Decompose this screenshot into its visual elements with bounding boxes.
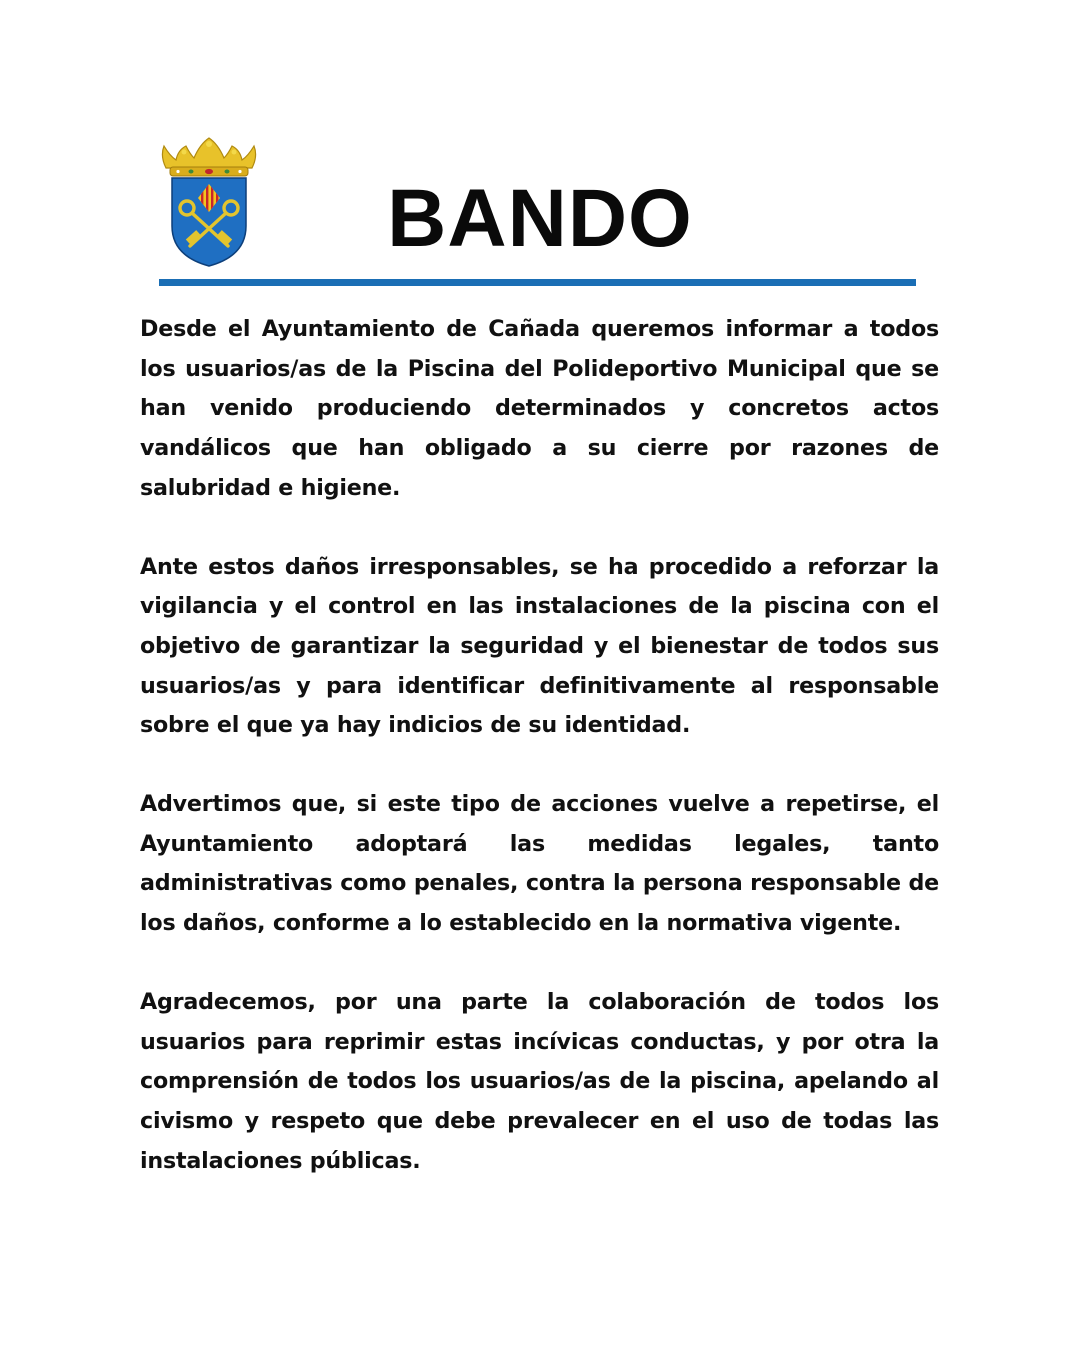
paragraph-1: Desde el Ayuntamiento de Cañada queremos informar a todos los usuarios/as de la Piscina del Polideportivo Municipal que se han venido produciendo determinados y concretos actos vandálicos que han obligado a su cierre por razones de salubridad e higiene.	[140, 316, 939, 501]
notice-body	[140, 310, 939, 1220]
crown-icon	[162, 138, 255, 176]
title-divider	[159, 279, 916, 286]
paragraph-2: Ante estos daños irresponsables, se ha procedido a reforzar la vigilancia y el control en las instalaciones de la piscina con el objetivo de garantizar la seguridad y el bienestar de todos sus usuarios/as y para identificar definitivamente al responsable sobre el que ya hay indicios de su identidad.	[140, 553, 939, 739]
page-title: BANDO	[387, 173, 693, 264]
paragraph-3: Advertimos que, si este tipo de acciones vuelve a repetirse, el Ayuntamiento adoptará las medidas legales, tanto administrativas como penales, contra la persona responsable de los daños, conforme a lo establecido en la normativa vigente.	[140, 791, 939, 937]
paragraph-4: Agradecemos, por una parte la colaboración de todos los usuarios para reprimir estas incívicas conductas, y por otra la comprensión de todos los usuarios/as de la piscina, apelando al civismo y respeto que debe prevalecer en el uso de todas las instalaciones públicas.	[140, 988, 939, 1174]
coat-of-arms-icon	[156, 134, 262, 268]
